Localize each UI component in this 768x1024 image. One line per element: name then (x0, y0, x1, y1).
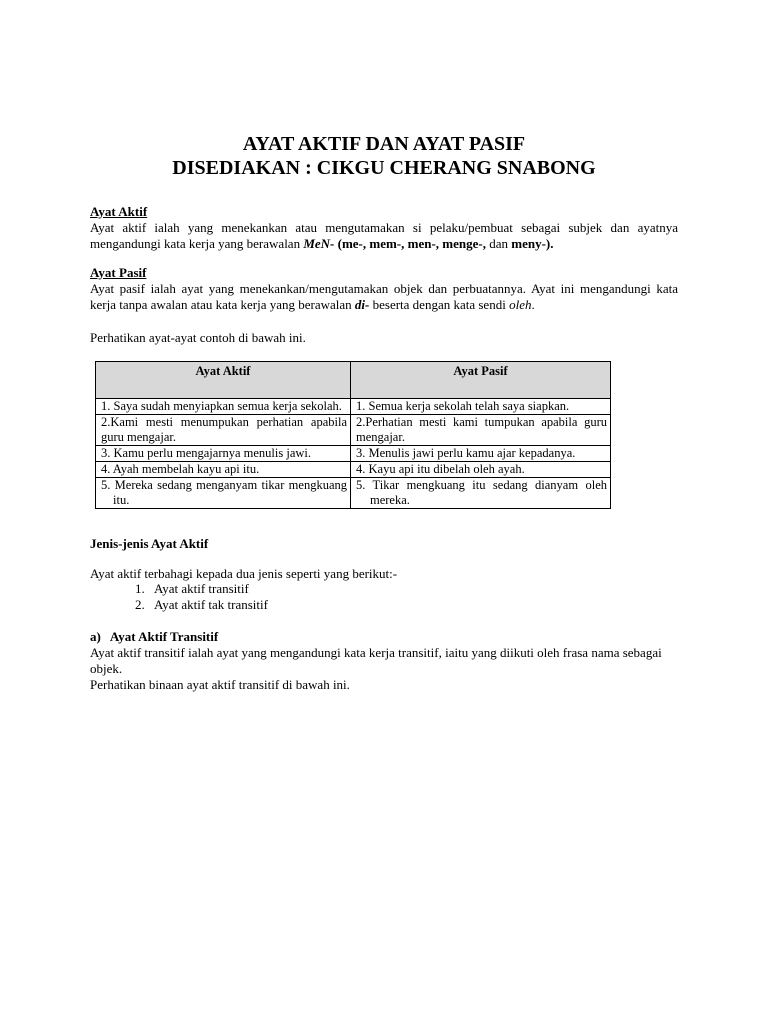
jenis-list (135, 581, 268, 613)
section-ayat-pasif (90, 265, 678, 313)
comparison-table (95, 361, 611, 509)
jenis-intro: Ayat aktif terbahagi kepada dua jenis seperti yang berikut:- (90, 566, 398, 581)
meny-prefix: meny-). (511, 236, 554, 251)
ayat-aktif-text: Ayat aktif ialah yang menekankan atau mengutamakan si pelaku/pembuat sebagai subjek dan ayatnya mengandungi kata kerja yang berawalan (90, 220, 678, 251)
table-cell-pasif: 5. Tikar mengkuang itu sedang dianyam oleh mereka. (351, 478, 611, 509)
table-row (96, 478, 611, 509)
table-cell-pasif: 4. Kayu api itu dibelah oleh ayah. (351, 462, 611, 478)
column-header-pasif: Ayat Pasif (351, 362, 611, 399)
transitif-line-2: Perhatikan binaan ayat aktif transitif di bawah ini. (90, 677, 350, 692)
ayat-pasif-text-2: beserta dengan kata sendi (369, 297, 510, 312)
table-row (96, 446, 611, 462)
table-cell-aktif: 5. Mereka sedang menganyam tikar mengkuang itu. (96, 478, 351, 509)
transitif-definition (90, 645, 690, 693)
list-item: 1. Ayat aktif transitif (135, 581, 249, 596)
title-line-2: DISEDIAKAN : CIKGU CHERANG SNABONG (172, 157, 596, 179)
title-line-1: AYAT AKTIF DAN AYAT PASIF (242, 133, 526, 155)
transitif-heading: a) Ayat Aktif Transitif (90, 629, 219, 644)
column-header-aktif: Ayat Aktif (96, 362, 351, 399)
di-prefix: di- (354, 297, 370, 312)
ayat-pasif-heading: Ayat Pasif (90, 265, 147, 280)
oleh-word: oleh (509, 297, 532, 312)
ayat-aktif-definition (90, 220, 678, 252)
table-row (96, 415, 611, 446)
table-row (96, 462, 611, 478)
men-prefix: MeN- (303, 236, 335, 251)
transitif-line-1: Ayat aktif transitif ialah ayat yang mengandungi kata kerja transitif, iaitu yang diikuti oleh frasa nama sebagai objek. (90, 645, 662, 676)
jenis-heading: Jenis-jenis Ayat Aktif (90, 536, 209, 551)
prefix-forms: (me-, mem-, men-, menge-, (334, 236, 486, 251)
table-row (96, 399, 611, 415)
table-cell-pasif: 1. Semua kerja sekolah telah saya siapkan. (351, 399, 611, 415)
table-cell-pasif: 3. Menulis jawi perlu kamu ajar kepadanya. (351, 446, 611, 462)
table-cell-aktif: 2.Kami mesti menumpukan perhatian apabila guru mengajar. (96, 415, 351, 446)
table-cell-aktif: 4. Ayah membelah kayu api itu. (96, 462, 351, 478)
ayat-aktif-heading: Ayat Aktif (90, 204, 148, 219)
ayat-pasif-end: . (531, 297, 535, 312)
document-title (0, 132, 768, 180)
section-ayat-aktif (90, 204, 678, 252)
perhatikan-text: Perhatikan ayat-ayat contoh di bawah ini. (90, 330, 306, 345)
ayat-pasif-definition (90, 281, 678, 313)
table-cell-aktif: 3. Kamu perlu mengajarnya menulis jawi. (96, 446, 351, 462)
table-cell-aktif: 1. Saya sudah menyiapkan semua kerja sekolah. (96, 399, 351, 415)
list-item: 2. Ayat aktif tak transitif (135, 597, 268, 612)
ayat-pasif-text: Ayat pasif ialah ayat yang menekankan/mengutamakan objek dan perbuatannya. Ayat ini mengandungi kata kerja tanpa awalan atau kata kerja yang berawalan (90, 281, 678, 312)
table-cell-pasif: 2.Perhatian mesti kami tumpukan apabila guru mengajar. (351, 415, 611, 446)
table-header-row (96, 362, 611, 399)
dan-word: dan (485, 236, 512, 251)
